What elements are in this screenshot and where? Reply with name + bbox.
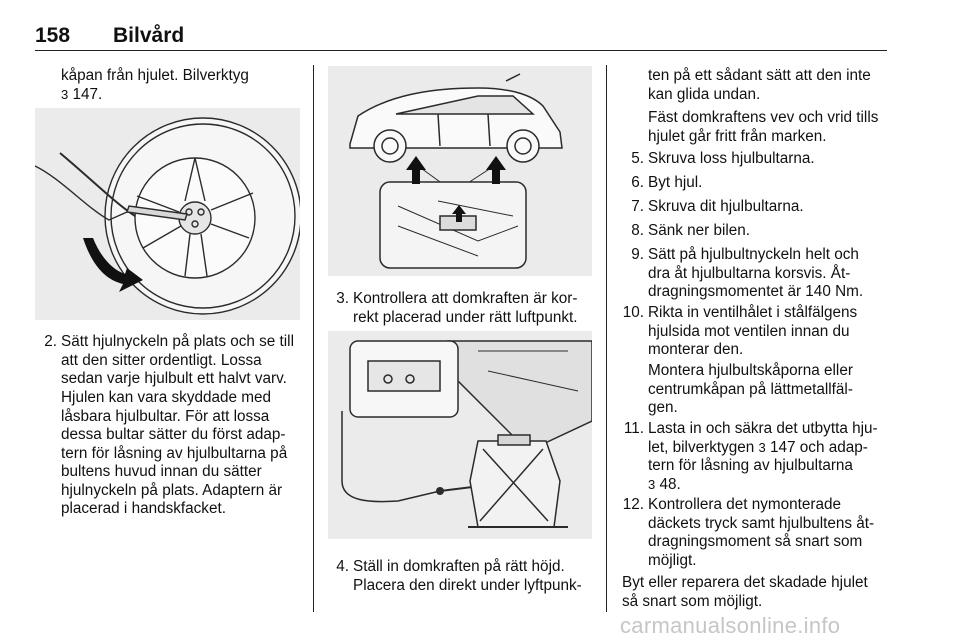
page-number: 158 bbox=[35, 24, 71, 47]
header-rule bbox=[35, 50, 887, 51]
column-divider-1 bbox=[313, 65, 314, 612]
figure-jack-under-lift-point bbox=[328, 331, 592, 539]
step-4-continued: ten på ett sådant sätt att den inte kan glida undan. bbox=[648, 67, 871, 103]
lock-bolt-paragraph: Hjulen kan vara skyddade med låsbara hjulbultar. För att lossa dessa bultar sätter du först adap- tern för låsning av hjulbultarna på bultens huvud innan du sätter hjulnyckeln på plats. Adaptern är placerad i handskfacket. bbox=[61, 389, 288, 517]
step-4-crank-note: Fäst domkraftens vev och vrid tills hjulet går fritt från marken. bbox=[648, 109, 879, 145]
section-title: Bilvård bbox=[113, 24, 185, 47]
intro-text: kåpan från hjulet. Bilverktyg 3 147. bbox=[61, 67, 249, 103]
figure-car-jack-points bbox=[328, 66, 592, 276]
page-ref-arrow-icon: 3 bbox=[648, 476, 656, 492]
watermark: carmanualsonline.info bbox=[620, 613, 841, 638]
page-ref-arrow-icon: 3 bbox=[758, 439, 766, 455]
step-10-note: Montera hjulbultskåporna eller centrumkåpan på lättmetallfäl- gen. bbox=[648, 362, 853, 416]
column-divider-2 bbox=[606, 65, 607, 612]
page-ref-arrow-icon: 3 bbox=[61, 86, 69, 102]
figure-wheel-wrench bbox=[35, 108, 300, 320]
final-note: Byt eller reparera det skadade hjulet så snart som möjligt. bbox=[622, 574, 868, 610]
